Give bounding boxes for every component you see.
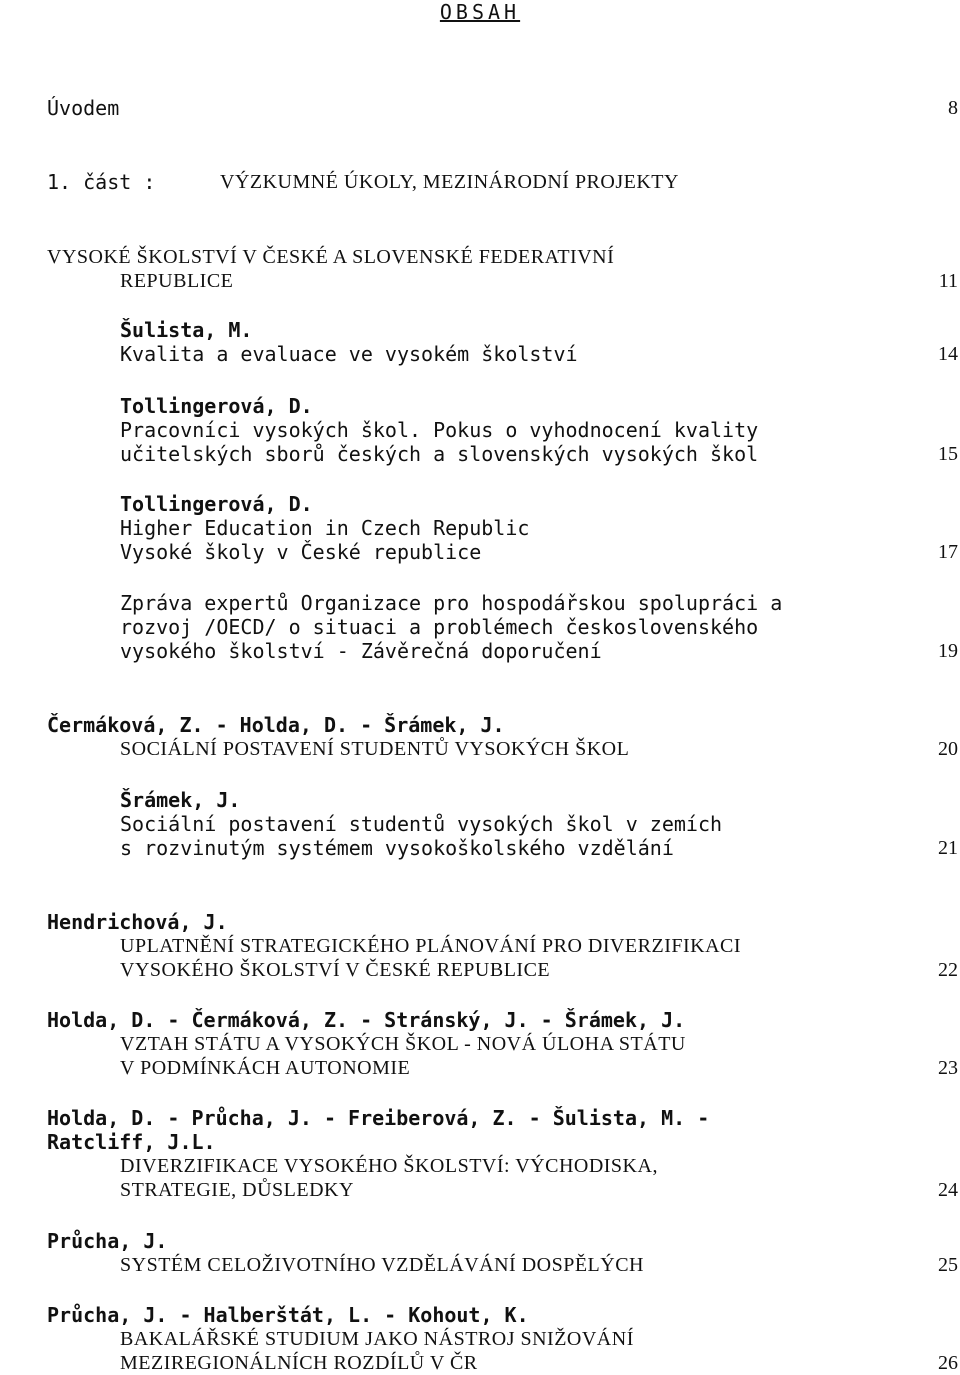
entry-authors: Průcha, J.	[47, 1229, 168, 1253]
entry-title-line: Zpráva expertů Organizace pro hospodářskou spolupráci a	[120, 591, 783, 615]
entry-authors: Šrámek, J.	[120, 788, 241, 812]
entry-page: 15	[938, 443, 958, 465]
entry-page: 24	[938, 1179, 958, 1201]
entry-authors: Tollingerová, D.	[120, 492, 313, 516]
entry-title-line: STRATEGIE, DŮSLEDKY	[120, 1179, 354, 1201]
entry-authors: Tollingerová, D.	[120, 394, 313, 418]
entry-title-line: Pracovníci vysokých škol. Pokus o vyhodnocení kvality	[120, 418, 759, 442]
entry-title-line: VZTAH STÁTU A VYSOKÝCH ŠKOL - NOVÁ ÚLOHA STÁTU	[120, 1033, 686, 1055]
entry-page: 25	[938, 1254, 958, 1276]
entry-page: 26	[938, 1352, 958, 1374]
entry-title-line: REPUBLICE	[120, 270, 234, 292]
entry-title-line: SOCIÁLNÍ POSTAVENÍ STUDENTŮ VYSOKÝCH ŠKOL	[120, 738, 630, 760]
entry-authors: Holda, D. - Průcha, J. - Freiberová, Z. - Šulista, M. -	[47, 1106, 710, 1130]
entry-title-line: MEZIREGIONÁLNÍCH ROZDÍLŮ V ČR	[120, 1352, 478, 1374]
entry-title-line: DIVERZIFIKACE VYSOKÉHO ŠKOLSTVÍ: VÝCHODISKA,	[120, 1155, 658, 1177]
entry-title-line: SYSTÉM CELOŽIVOTNÍHO VZDĚLÁVÁNÍ DOSPĚLÝCH	[120, 1254, 644, 1276]
page-title: OBSAH	[439, 0, 521, 24]
entry-title-line: Vysoké školy v České republice	[120, 540, 482, 564]
entry-title-line: Sociální postavení studentů vysokých škol v zemích	[120, 812, 723, 836]
intro-label: Úvodem	[47, 96, 120, 120]
entry-title-line: rozvoj /OECD/ o situaci a problémech československého	[120, 615, 759, 639]
entry-authors: Čermáková, Z. - Holda, D. - Šrámek, J.	[47, 713, 505, 737]
entry-page: 23	[938, 1057, 958, 1079]
entry-title-line: BAKALÁŘSKÉ STUDIUM JAKO NÁSTROJ SNIŽOVÁNÍ	[120, 1328, 634, 1350]
entry-page: 21	[938, 837, 958, 859]
entry-title-line: V PODMÍNKÁCH AUTONOMIE	[120, 1057, 411, 1079]
part-number: 1. část :	[47, 170, 156, 194]
entry-title-line: s rozvinutým systémem vysokoškolského vzdělání	[120, 836, 674, 860]
entry-page: 11	[938, 270, 958, 292]
part-heading: VÝZKUMNÉ ÚKOLY, MEZINÁRODNÍ PROJEKTY	[220, 171, 679, 193]
entry-title-line: UPLATNĚNÍ STRATEGICKÉHO PLÁNOVÁNÍ PRO DIVERZIFIKACI	[120, 935, 742, 957]
entry-title-line: vysokého školství - Závěrečná doporučení	[120, 639, 602, 663]
intro-page: 8	[948, 97, 958, 119]
entry-title-line: VYSOKÉHO ŠKOLSTVÍ V ČESKÉ REPUBLICE	[120, 959, 551, 981]
entry-page: 20	[938, 738, 958, 760]
entry-authors: Ratcliff, J.L.	[47, 1130, 216, 1154]
entry-page: 22	[938, 959, 958, 981]
entry-title-line: VYSOKÉ ŠKOLSTVÍ V ČESKÉ A SLOVENSKÉ FEDERATIVNÍ	[47, 246, 615, 268]
entry-title-line: učitelských sborů českých a slovenských vysokých škol	[120, 442, 759, 466]
entry-authors: Šulista, M.	[120, 318, 253, 342]
entry-title-line: Kvalita a evaluace ve vysokém školství	[120, 342, 578, 366]
entry-page: 19	[938, 640, 958, 662]
entry-title-line: Higher Education in Czech Republic	[120, 516, 530, 540]
entry-authors: Hendrichová, J.	[47, 910, 228, 934]
entry-page: 14	[938, 343, 958, 365]
entry-authors: Holda, D. - Čermáková, Z. - Stránský, J. - Šrámek, J.	[47, 1008, 686, 1032]
entry-page: 17	[938, 541, 958, 563]
entry-authors: Průcha, J. - Halberštát, L. - Kohout, K.	[47, 1303, 529, 1327]
